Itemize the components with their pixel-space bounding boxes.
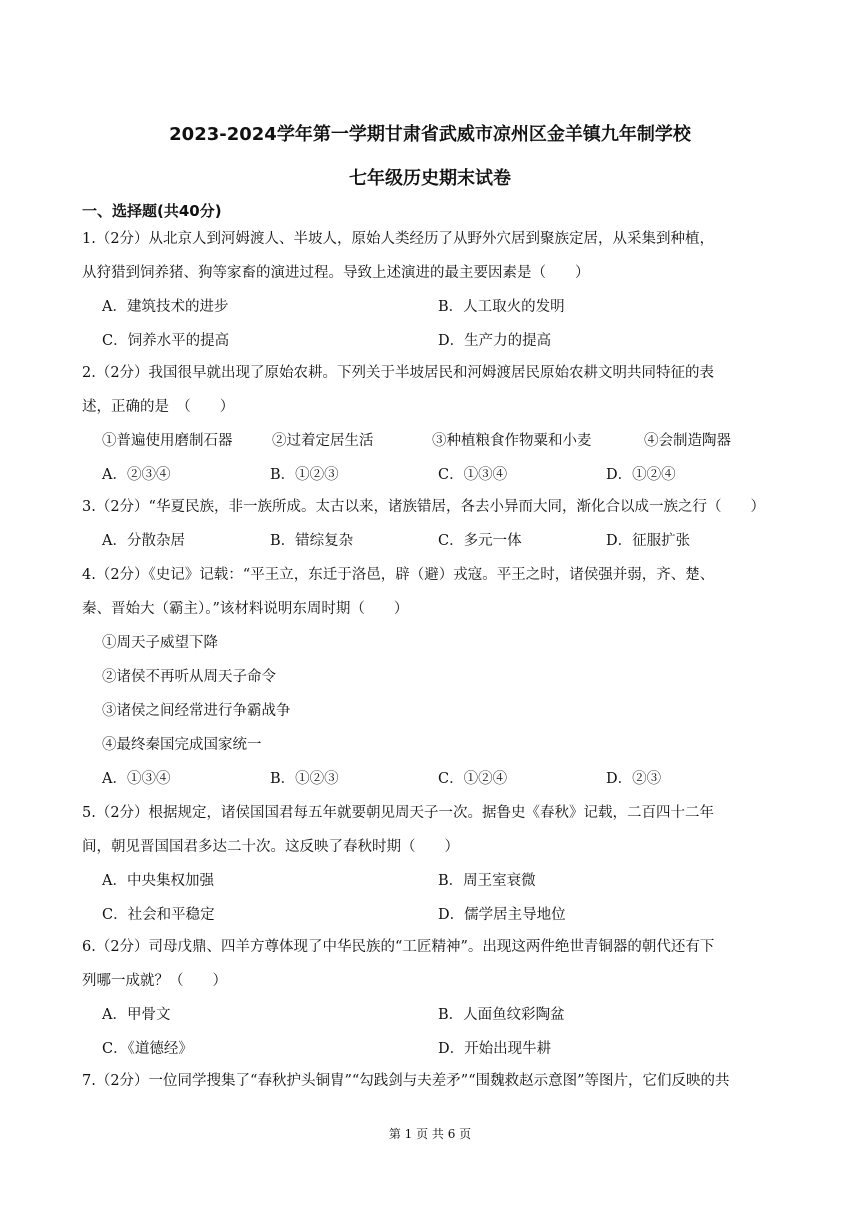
option-d: D．儒学居主导地位 [438,907,566,923]
question-text: 从狩猎到饲养猪、狗等家畜的演进过程。导致上述演进的最主要因素是（ ） [82,265,590,281]
question-3 [82,490,782,558]
exam-title-line1: 2023-2024学年第一学期甘肃省武威市凉州区金羊镇九年制学校 [169,124,691,145]
option-c: C．饲养水平的提高 [102,333,230,349]
option-c: C．①③④ [438,467,508,483]
statement-item: ③诸侯之间经常进行争霸战争 [102,703,291,719]
option-d: D．①②④ [606,467,676,483]
option-d: D．开始出现牛耕 [438,1041,552,1057]
question-text: 5.（2分）根据规定，诸侯国国君每五年就要朝见周天子一次。据鲁史《春秋》记载，二百四十二年 [82,805,715,821]
question-text: 7.（2分）一位同学搜集了“春秋护头铜胄”“勾践剑与夫差矛”“围魏救赵示意图”等图片，它们反映的共 [82,1073,730,1089]
option-a: A．甲骨文 [102,1007,171,1023]
option-c: C．《道德经》 [102,1041,193,1057]
question-2 [82,356,782,492]
statement-item: ①周天子威望下降 [102,635,218,651]
option-a: A．①③④ [102,771,171,787]
statement-item: ③种植粮食作物粟和小麦 [432,433,592,449]
section-heading: 一、选择题(共40分) [82,202,222,220]
statement-item: ④最终秦国完成国家统一 [102,737,262,753]
option-c: C．①②④ [438,771,508,787]
question-5 [82,796,782,932]
option-a: A．中央集权加强 [102,873,214,889]
option-d: D．②③ [606,771,662,787]
question-text: 4.（2分）《史记》记载：“平王立，东迁于洛邑，辟（避）戎寇。平王之时，诸侯强并弱，齐、楚、 [82,567,715,583]
question-text: 秦、晋始大（霸主）。”该材料说明东周时期（ ） [82,601,409,617]
statement-item: ①普遍使用磨制石器 [102,433,233,449]
question-4 [82,558,782,796]
question-6 [82,930,782,1066]
question-text: 述，正确的是 （ ） [82,399,235,415]
statement-item: ②诸侯不再听从周天子命令 [102,669,276,685]
question-1 [82,222,782,358]
statement-item: ④会制造陶器 [644,433,731,449]
option-b: B．周王室衰微 [438,873,536,889]
option-b: B．人工取火的发明 [438,299,565,315]
question-text: 1.（2分）从北京人到河姆渡人、半坡人，原始人类经历了从野外穴居到聚族定居，从采集到种植， [82,231,715,247]
option-b: B．①②③ [270,467,339,483]
question-text: 6.（2分）司母戊鼎、四羊方尊体现了中华民族的“工匠精神”。出现这两件绝世青铜器的朝代还有下 [82,939,715,955]
option-d: D．征服扩张 [606,533,691,549]
option-a: A．②③④ [102,467,171,483]
question-7 [82,1064,782,1098]
option-a: A．分散杂居 [102,533,185,549]
option-d: D．生产力的提高 [438,333,552,349]
page-footer: 第 1 页 共 6 页 [388,1127,472,1141]
exam-title-line2: 七年级历史期末试卷 [349,168,511,189]
statement-item: ②过着定居生活 [272,433,374,449]
option-c: C．多元一体 [438,533,522,549]
question-text: 2.（2分）我国很早就出现了原始农耕。下列关于半坡居民和河姆渡居民原始农耕文明共同特征的表 [82,365,715,381]
question-text: 3.（2分）“华夏民族，非一族所成。太古以来，诸族错居，各去小异而大同，渐化合以成一族之行（ ） [82,499,765,515]
question-text: 列哪一成就？（ ） [82,973,227,989]
question-text: 间，朝见晋国国君多达二十次。这反映了春秋时期（ ） [82,839,459,855]
option-b: B．错综复杂 [270,533,354,549]
option-c: C．社会和平稳定 [102,907,215,923]
option-b: B．人面鱼纹彩陶盆 [438,1007,565,1023]
option-b: B．①②③ [270,771,339,787]
option-a: A．建筑技术的进步 [102,299,229,315]
